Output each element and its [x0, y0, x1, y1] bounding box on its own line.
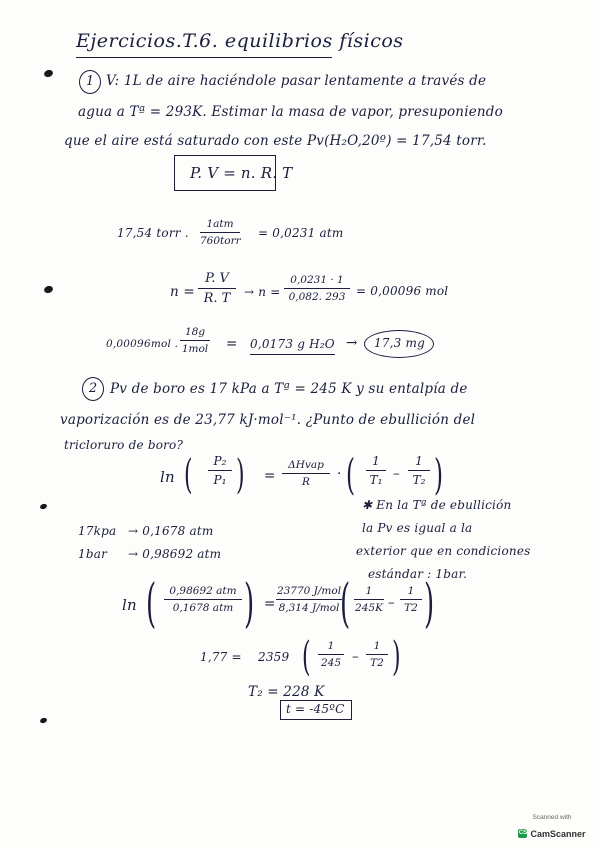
fraction-bar [200, 232, 240, 233]
cc-t1-fraction [366, 454, 386, 487]
mass-den: 1mol [181, 343, 209, 355]
fraction-bar [366, 470, 386, 471]
problem-2-number: 2 [82, 377, 104, 401]
simp-t1-fraction [318, 640, 344, 669]
fraction-bar [164, 599, 242, 600]
cc-p-num: P₂ [213, 454, 227, 468]
simp-t2-fraction [366, 640, 388, 669]
mass-arrow: → [346, 335, 358, 351]
torr-atm-result: = 0,0231 atm [258, 226, 344, 240]
paren-left: ( [146, 574, 157, 634]
cc-minus: – [393, 466, 400, 482]
fraction-bar [354, 599, 384, 600]
calc-ln: ln [122, 596, 137, 614]
bullet-2 [43, 285, 54, 295]
paren-left: ( [302, 634, 311, 680]
calc-minus: – [388, 595, 395, 611]
cc-p-fraction [208, 454, 232, 487]
cc-t1-num: 1 [372, 454, 380, 468]
n-result: = 0,00096 mol [356, 284, 449, 298]
n-fraction [198, 271, 236, 306]
torr-atm-num: 1atm [206, 218, 234, 230]
simp-coef: 2359 [258, 650, 290, 664]
calc-t1-fraction [354, 585, 384, 614]
n-label: n = [170, 284, 195, 300]
mass-final: 17,3 mg [374, 336, 425, 350]
camscanner-brand [518, 829, 585, 839]
note-line-1: ✱ En la Tª de ebullición [362, 498, 512, 512]
fraction-bar [198, 288, 236, 289]
kpa-atm: → 0,1678 atm [128, 524, 214, 538]
fraction-bar [284, 288, 350, 289]
cc-dot: · [337, 466, 342, 482]
calc-h-num: 23770 J/mol [276, 585, 342, 597]
bullet-4 [39, 717, 47, 724]
simp-t1-num: 1 [327, 640, 335, 652]
cc-h-fraction [282, 459, 330, 488]
fraction-bar [408, 470, 430, 471]
n-den: R. T [203, 291, 231, 306]
simp-minus: – [352, 649, 359, 665]
problem-1-line-1: V: 1L de aire haciéndole pasar lentamente a través de [106, 73, 487, 89]
t2-result: T₂ = 228 K [248, 684, 325, 700]
cc-t1-den: T₁ [369, 473, 383, 487]
problem-1-number: 1 [79, 70, 101, 94]
simp-left: 1,77 = [200, 650, 242, 664]
mass-equals: = [226, 336, 238, 352]
n-arrow: → n = [244, 285, 281, 299]
fraction-bar [282, 473, 330, 474]
mass-grams: 0,0173 g H₂O [250, 337, 335, 355]
paren-right: ) [434, 450, 444, 499]
mass-num: 18g [184, 326, 206, 338]
simp-t2-den: T2 [370, 657, 384, 669]
fraction-bar [318, 654, 344, 655]
n-value-num: 0,0231 · 1 [290, 274, 344, 286]
paren-left: ( [346, 450, 356, 499]
final-temperature: t = -45ºC [286, 702, 345, 716]
title-underline [76, 57, 332, 58]
problem-1-line-2: agua a Tª = 293K. Estimar la masa de vapor, presuponiendo [78, 104, 503, 120]
note-line-2: la Pv es igual a la [362, 521, 473, 535]
cc-t2-fraction [408, 454, 430, 487]
calc-t1-den: 245K [355, 602, 383, 614]
calc-h-fraction [276, 585, 342, 614]
calc-h-den: 8,314 J/mol [278, 602, 340, 614]
cc-equals: = [264, 468, 276, 484]
scanned-with-text: Scanned with [532, 814, 572, 821]
problem-2-line-2: vaporización es de 23,77 kJ·mol⁻¹. ¿Punto de ebullición del [60, 412, 476, 428]
note-line-4: estándar : 1bar. [368, 567, 468, 581]
n-value-den: 0,082. 293 [288, 291, 346, 303]
cc-ln: ln [160, 468, 175, 486]
paren-right: ) [392, 634, 401, 680]
calc-t2-num: 1 [407, 585, 415, 597]
bullet-3 [39, 503, 47, 510]
cc-h-den: R [302, 476, 310, 488]
calc-t2-fraction [400, 585, 422, 614]
simp-t2-num: 1 [373, 640, 381, 652]
cc-t2-num: 1 [415, 454, 423, 468]
mass-mol-value: 0,00096mol . [106, 338, 179, 350]
simp-t1-den: 245 [320, 657, 342, 669]
bar-atm: → 0,98692 atm [128, 547, 222, 561]
camscanner-brand-text: CamScanner [530, 828, 586, 839]
torr-value: 17,54 torr . [117, 226, 189, 240]
torr-atm-den: 760torr [200, 235, 241, 247]
fraction-bar [180, 340, 210, 341]
bullet-1 [43, 69, 54, 79]
problem-1-line-3: que el aire está saturado con este Pv(H₂O,20º) = 17,54 torr. [64, 133, 487, 149]
camscanner-watermark [517, 814, 587, 839]
note-line-3: exterior que en condiciones [356, 544, 531, 558]
fraction-bar [276, 599, 342, 600]
fraction-bar [208, 470, 232, 471]
paren-right: ) [244, 574, 255, 634]
torr-atm-fraction [200, 218, 240, 247]
calc-p-num: 0,98692 atm [169, 585, 237, 597]
page-title: Ejercicios.T.6. equilibrios físicos [76, 30, 404, 52]
paren-right: ) [424, 574, 435, 634]
calc-t2-den: T2 [404, 602, 418, 614]
problem-2-line-3: tricloruro de boro? [64, 438, 184, 452]
cc-h-num: ΔHvap [288, 459, 324, 471]
calc-p-den: 0,1678 atm [172, 602, 234, 614]
mass-fraction [180, 326, 210, 355]
problem-2-line-1: Pv de boro es 17 kPa a Tª = 245 K y su entalpía de [110, 381, 468, 397]
cc-p-den: P₁ [213, 473, 227, 487]
calc-t1-num: 1 [365, 585, 373, 597]
bar-value: 1bar [78, 547, 108, 561]
camscanner-logo-icon: CS [518, 830, 528, 836]
paren-right: ) [236, 452, 245, 498]
fraction-bar [366, 654, 388, 655]
kpa-value: 17kpa [78, 524, 117, 538]
n-num: P. V [205, 271, 229, 286]
paren-left: ( [340, 574, 351, 634]
fraction-bar [400, 599, 422, 600]
calc-p-fraction [164, 585, 242, 614]
ideal-gas-formula: P. V = n. R. T [190, 164, 293, 182]
paren-left: ( [184, 452, 193, 498]
cc-t2-den: T₂ [412, 473, 426, 487]
calc-equals: = [264, 596, 276, 612]
n-value-fraction [284, 274, 350, 303]
